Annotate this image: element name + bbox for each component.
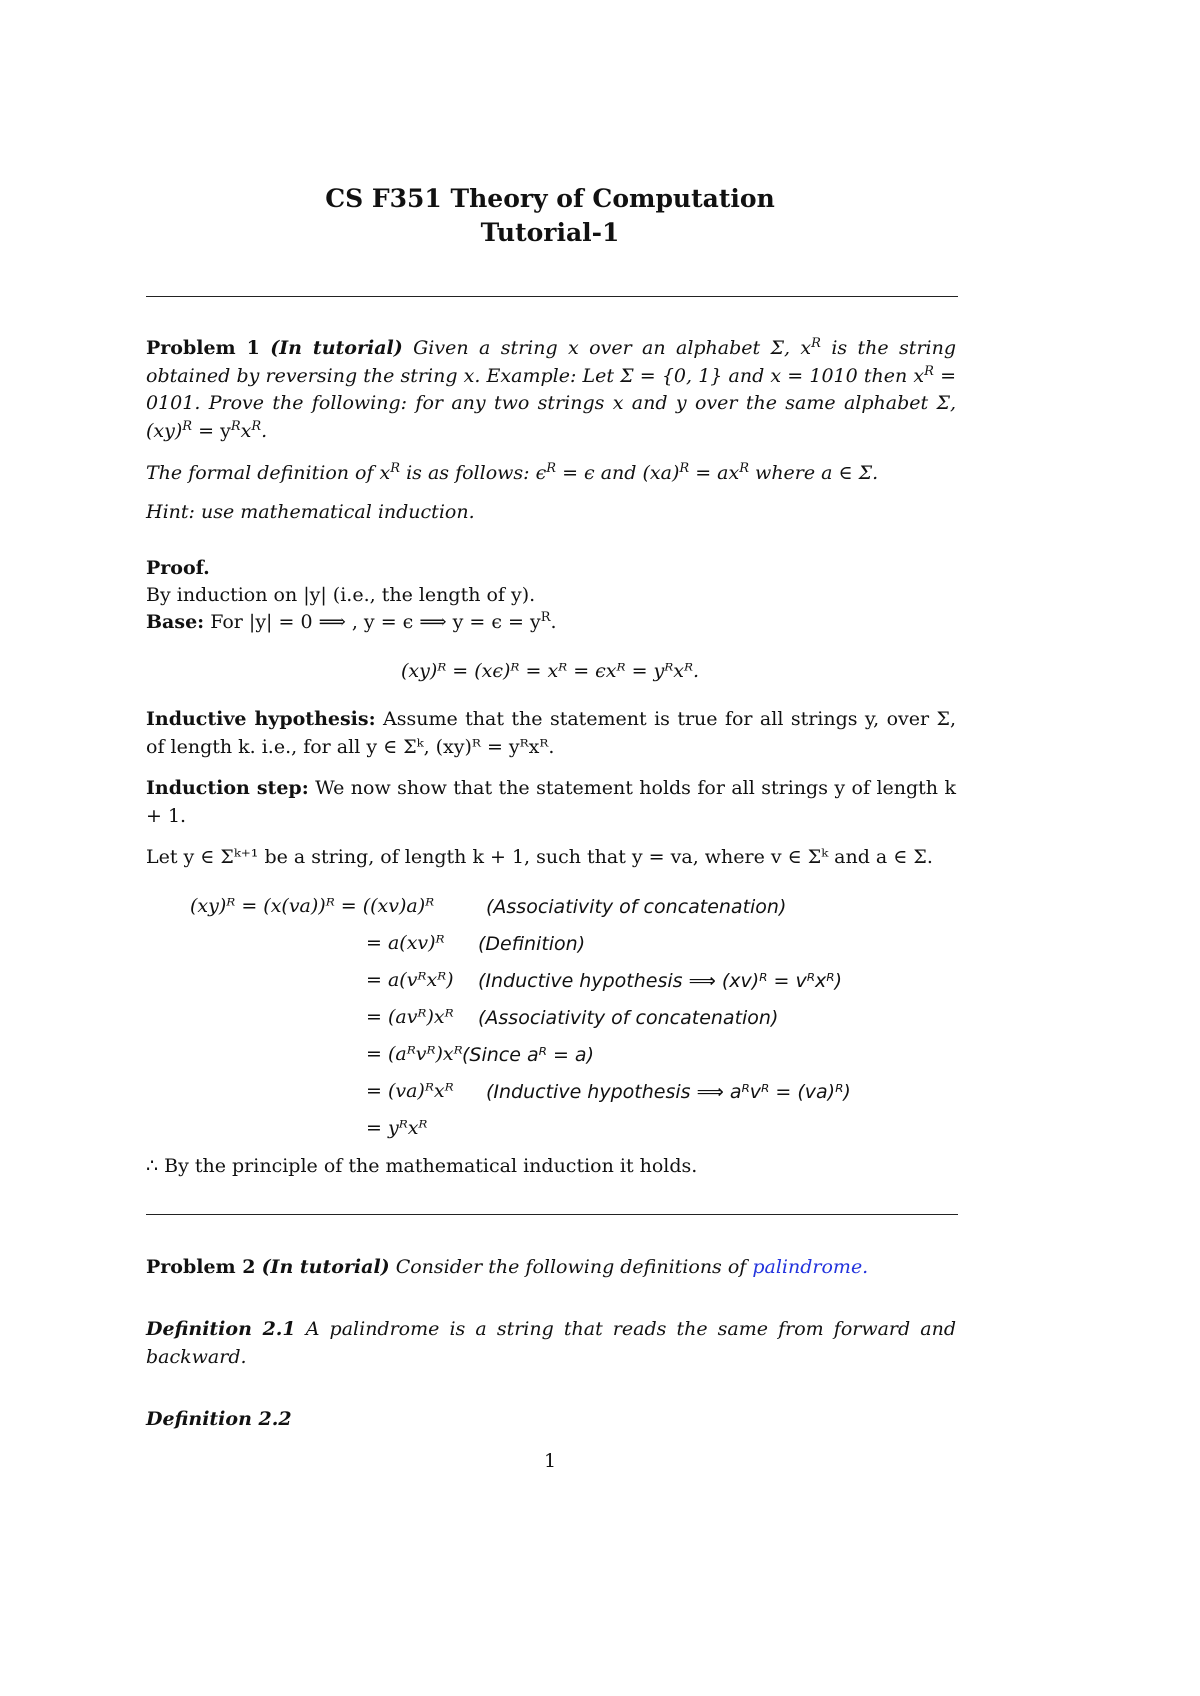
derivation-step-justification: (Inductive hypothesis ⟹ (xv)ᴿ = vᴿxᴿ)	[478, 970, 843, 992]
proof-intro: By induction on |y| (i.e., the length of y).	[146, 584, 536, 606]
problem-2-label: Problem 2	[146, 1256, 256, 1278]
document-title: CS F351 Theory of Computation	[325, 184, 775, 213]
problem-1-hint: Hint: use mathematical induction.	[146, 501, 475, 523]
page-number: 1	[543, 1450, 557, 1472]
inductive-hypothesis: Inductive hypothesis: Assume that the statement is true for all strings y, over Σ, of length k. i.e., for all y ∈ Σᵏ, (xy)ᴿ = yᴿxᴿ.	[146, 708, 956, 758]
derivation-step-expression: (xy)ᴿ = (x(va))ᴿ = ((xv)a)ᴿ	[190, 895, 435, 917]
problem-1-label: Problem 1	[146, 337, 260, 359]
proof-base: Base: For |y| = 0 ⟹ , y = ϵ ⟹ $y = \epsilon = y^R$.	[146, 610, 557, 633]
problem-1-tag: (In tutorial)	[270, 337, 403, 359]
derivation-step-expression: = (va)ᴿxᴿ	[366, 1080, 454, 1102]
definition-2-2-label: Definition 2.2	[146, 1408, 292, 1430]
problem-1-statement: Problem 1 (In tutorial) Given a string x over an alphabet Σ, $x^R$ is the string obtained by reversing the string x. Example: Let Σ = {0, 1} and x = 1010 then $x^R = 0101$. Prove the following: for any two strings x and y over the same alphabet Σ, $(xy)^R = y^Rx^R$.	[146, 336, 957, 442]
problem-2-tag: (In tutorial)	[261, 1256, 390, 1278]
base-equation: (xy)ᴿ = (xϵ)ᴿ = xᴿ = ϵxᴿ = yᴿxᴿ.	[400, 660, 700, 682]
derivation-step-justification: (Associativity of concatenation)	[478, 1007, 779, 1029]
palindrome-link[interactable]: palindrome.	[752, 1256, 869, 1278]
let-statement: Let y ∈ Σᵏ⁺¹ be a string, of length k + 1, such that y = va, where v ∈ Σᵏ and a ∈ Σ.	[146, 846, 933, 868]
proof-heading: Proof.	[146, 557, 210, 579]
induction-step-label: Induction step:	[146, 777, 309, 799]
hypothesis-label: Inductive hypothesis:	[146, 708, 376, 730]
base-label: Base:	[146, 611, 205, 633]
section-divider	[146, 296, 958, 297]
problem-1-definition: The formal definition of $x^R$ is as follows: $\epsilon^R = \epsilon$ and $(xa)^R = ax^R$ where a ∈ Σ.	[146, 461, 879, 484]
problem-2-statement: Problem 2 (In tutorial) Consider the following definitions of palindrome.	[146, 1256, 869, 1278]
derivation-step-expression: = yᴿxᴿ	[366, 1117, 428, 1139]
derivation-step-justification: (Inductive hypothesis ⟹ aᴿvᴿ = (va)ᴿ)	[486, 1081, 851, 1103]
derivation-step-justification: (Definition)	[478, 933, 586, 955]
derivation-step-justification: (Since aᴿ = a)	[462, 1044, 594, 1066]
definition-2-1: Definition 2.1 A palindrome is a string that reads the same from forward and backward.	[146, 1318, 957, 1368]
definition-2-1-label: Definition 2.1	[146, 1318, 296, 1340]
induction-step: Induction step: We now show that the statement holds for all strings y of length k + 1.	[146, 777, 956, 827]
document-subtitle: Tutorial-1	[480, 218, 620, 247]
proof-conclusion: ∴ By the principle of the mathematical induction it holds.	[146, 1155, 698, 1177]
derivation-step-expression: = (aᴿvᴿ)xᴿ	[366, 1043, 463, 1065]
derivation-step-expression: = a(vᴿxᴿ)	[366, 969, 454, 991]
derivation-step-justification: (Associativity of concatenation)	[486, 896, 787, 918]
section-divider-2	[146, 1214, 958, 1215]
derivation-step-expression: = a(xv)ᴿ	[366, 932, 445, 954]
derivation-step-expression: = (avᴿ)xᴿ	[366, 1006, 454, 1028]
